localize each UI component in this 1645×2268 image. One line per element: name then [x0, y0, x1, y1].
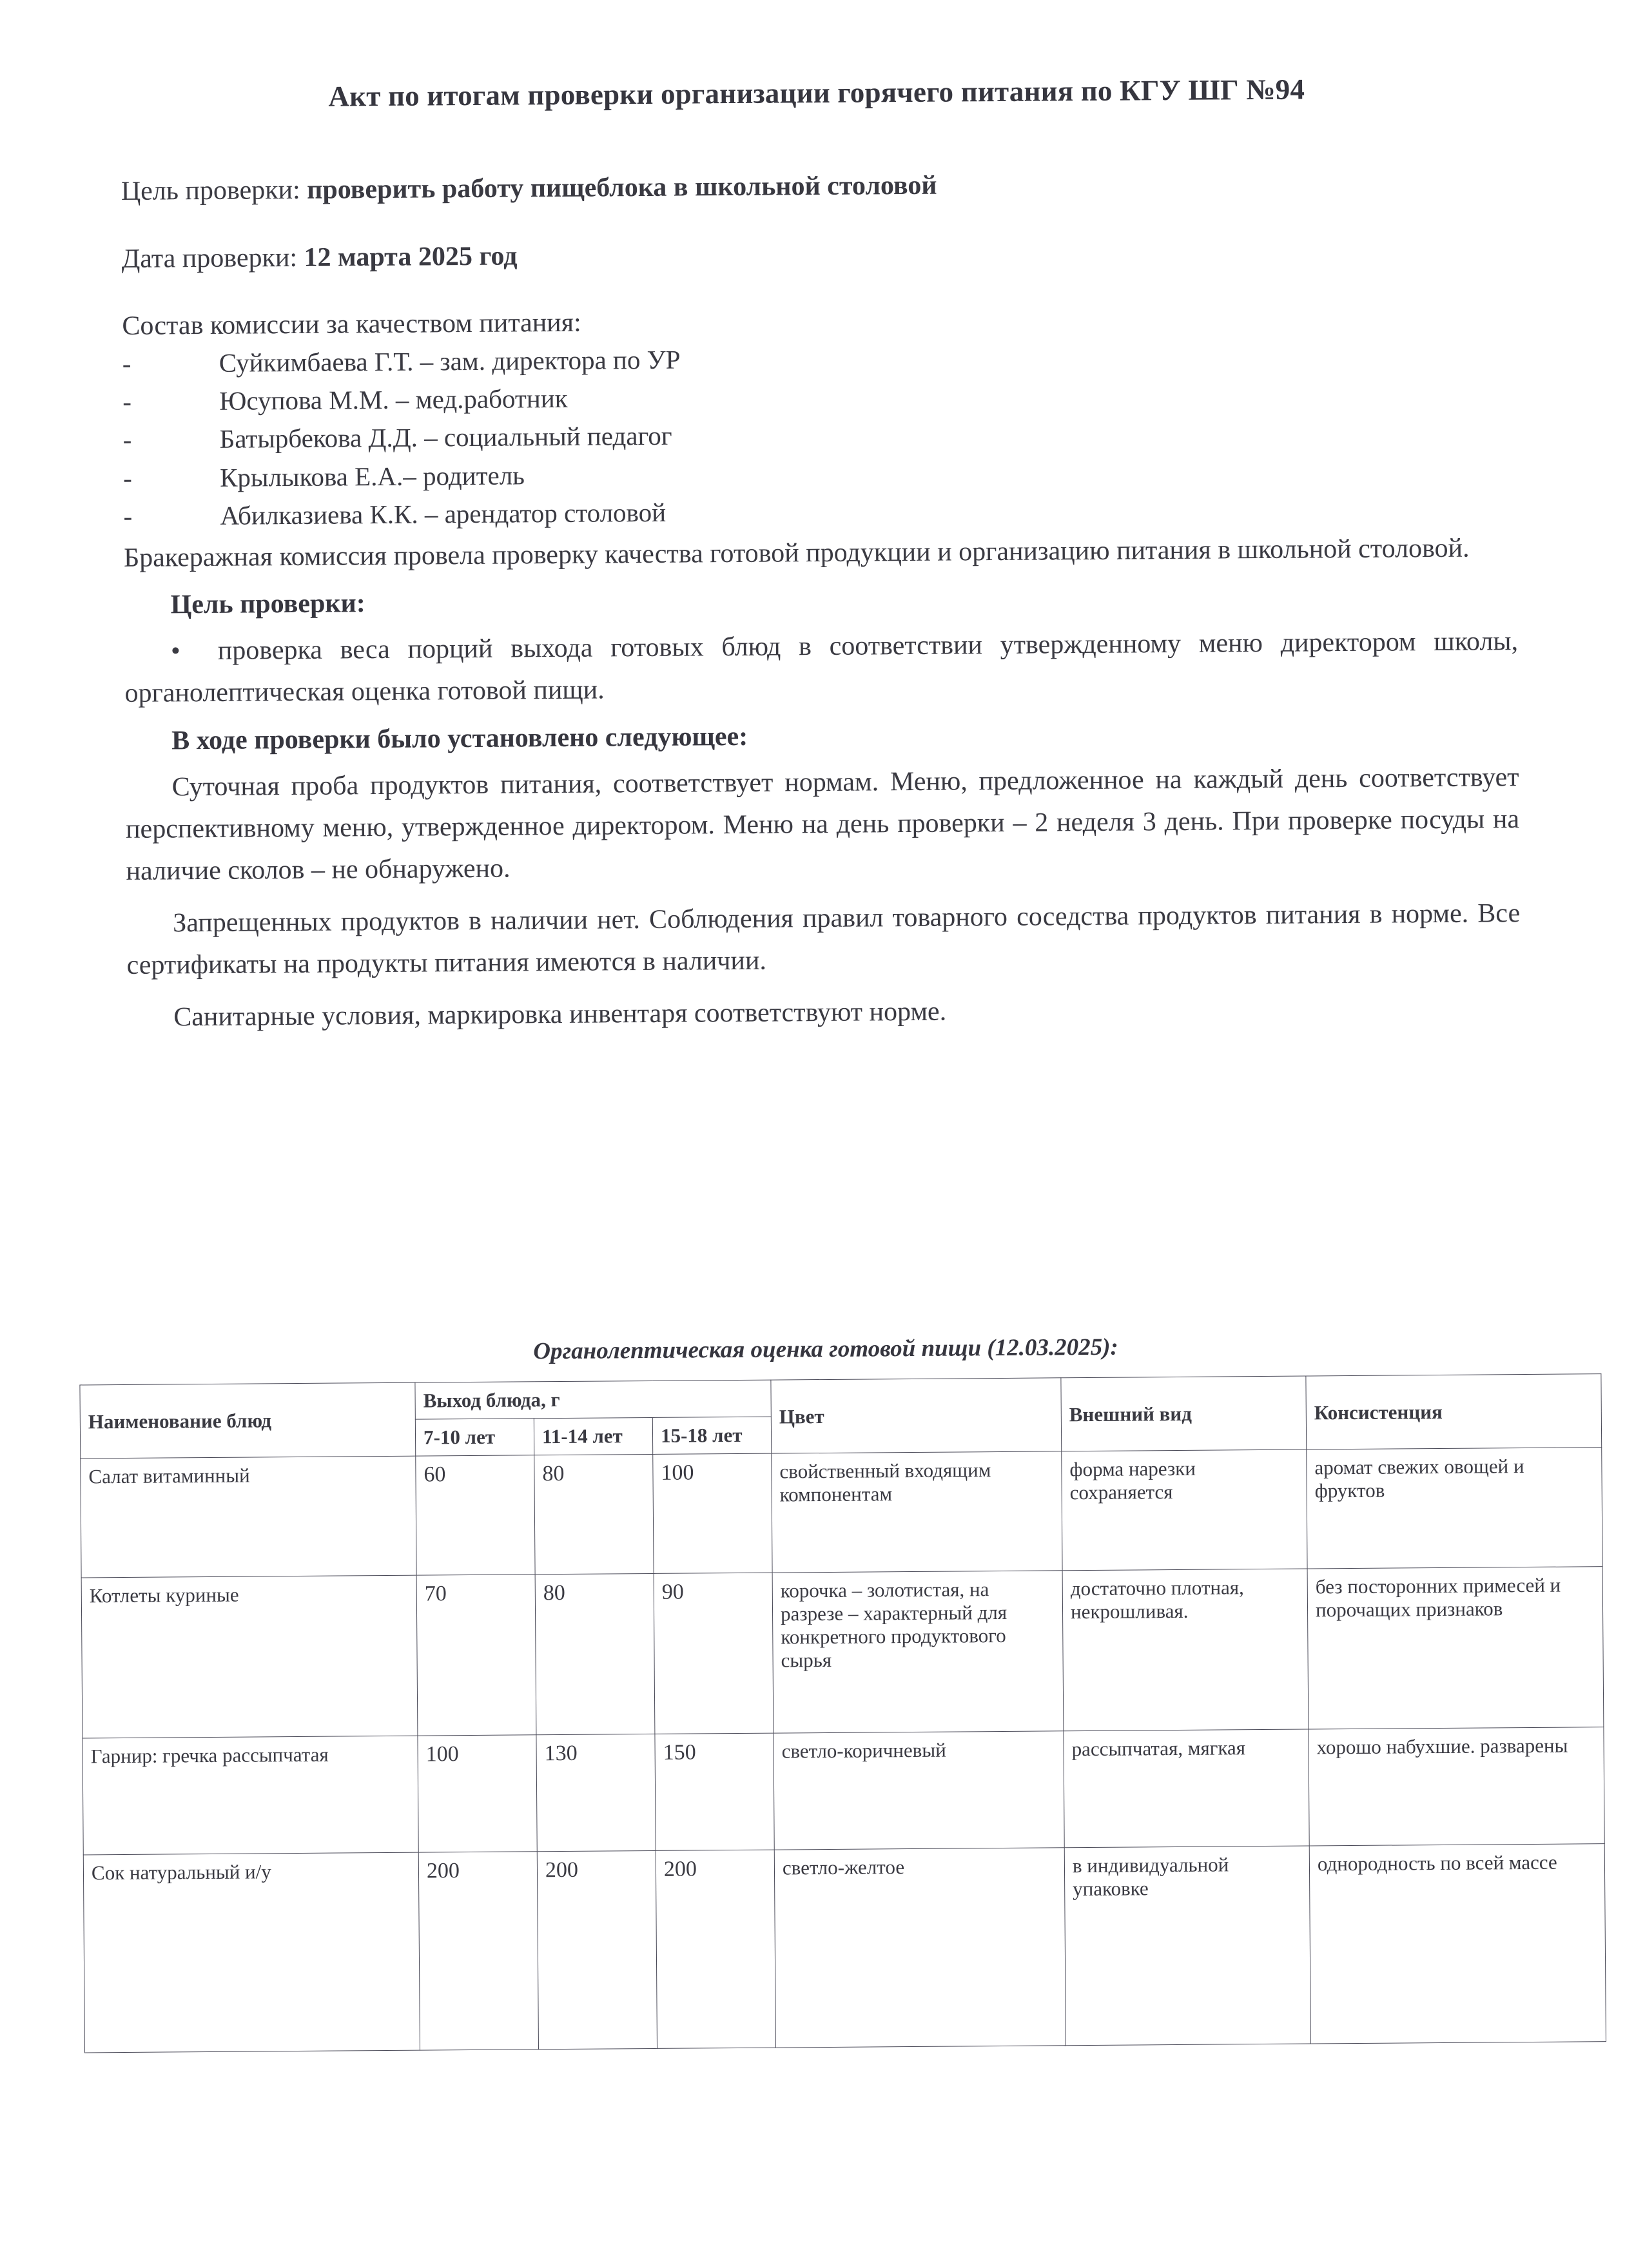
table-row	[81, 1448, 1602, 1578]
cell-dish-name: Котлеты куриные	[81, 1575, 418, 1738]
cell-consistency: хорошо набухшие. разварены	[1309, 1727, 1604, 1846]
cell-weight-15-18: 200	[656, 1850, 775, 2048]
cell-weight-11-14: 80	[535, 1573, 655, 1734]
dash-marker: -	[122, 348, 131, 378]
finding-paragraph: Запрещенных продуктов в наличии нет. Соблюдения правил товарного соседства продуктов питания в норме. Все сертификаты на продукты питания имеются в наличии.	[126, 898, 1521, 980]
commission-member: Юсупова М.М. – мед.работник	[219, 383, 568, 416]
page-title: Акт по итогам проверки организации горячего питания по КГУ ШГ №94	[328, 73, 1305, 113]
commission-member: Суйкимбаева Г.Т. – зам. директора по УР	[219, 344, 681, 378]
purpose-label: Цель проверки:	[121, 175, 300, 206]
cell-appearance: достаточно плотная, некрошливая.	[1062, 1569, 1309, 1731]
header-age-15-18: 15-18 лет	[652, 1417, 771, 1454]
purpose-value: проверить работу пищеблока в школьной столовой	[307, 170, 937, 205]
dash-marker: -	[122, 425, 132, 455]
cell-dish-name: Салат витаминный	[81, 1456, 416, 1578]
cell-color: корочка – золотистая, на разрезе – характерный для конкретного продуктового сырья	[772, 1571, 1064, 1733]
date-label: Дата проверки:	[121, 242, 298, 274]
purpose-line	[121, 164, 1515, 209]
bullet-marker: •	[170, 636, 180, 666]
commission-member: Батырбекова Д.Д. – социальный педагог	[219, 421, 672, 454]
finding-paragraph: Суточная проба продуктов питания, соответствует нормам. Меню, предложенное на каждый день соответствует перспективному меню, утвержденное директором. Меню на день проверки – 2 неделя 3 день. При проверке посуды на наличие сколов – не обнаружено.	[125, 762, 1520, 886]
table-header-row	[80, 1374, 1601, 1422]
header-dish-name: Наименование блюд	[80, 1382, 416, 1459]
cell-consistency: без посторонних примесей и порочащих признаков	[1307, 1567, 1604, 1729]
list-item	[122, 412, 1516, 457]
cell-color: свойственный входящим компонентам	[772, 1451, 1062, 1573]
purpose-heading: Цель проверки:	[170, 588, 365, 620]
dash-marker: -	[122, 386, 132, 417]
finding-paragraph: Санитарные условия, маркировка инвентаря соответствуют норме.	[173, 996, 947, 1032]
table-row	[83, 1844, 1606, 2053]
cell-color: светло-желтое	[774, 1848, 1066, 2048]
commission-member: Абилказиева К.К. – арендатор столовой	[220, 497, 667, 530]
table-row	[81, 1567, 1604, 1738]
list-item	[122, 336, 1516, 381]
cell-consistency: однородность по всей массе	[1309, 1844, 1606, 2044]
cell-weight-11-14: 130	[536, 1734, 656, 1851]
cell-weight-7-10: 100	[418, 1735, 537, 1852]
intro-paragraph: Бракеражная комиссия провела проверку качества готовой продукции и организацию питания в школьной столовой.	[123, 533, 1470, 574]
cell-weight-11-14: 200	[537, 1850, 657, 2049]
table-row	[83, 1727, 1604, 1855]
commission-label: Состав комиссии за качеством питания:	[122, 307, 581, 342]
purpose-bullet-line	[124, 621, 1519, 715]
header-consistency: Консистенция	[1306, 1374, 1602, 1449]
cell-weight-7-10: 70	[416, 1575, 536, 1736]
commission-list	[122, 336, 1517, 534]
cell-weight-15-18: 90	[654, 1573, 774, 1734]
cell-weight-11-14: 80	[534, 1454, 654, 1574]
purpose-bullet-text: проверка веса порций выхода готовых блюд в соответствии утвержденному меню директором школы, органолептическая оценка готовой пищи.	[124, 626, 1519, 709]
dash-marker: -	[123, 501, 133, 531]
header-age-11-14: 11-14 лет	[534, 1417, 652, 1455]
cell-appearance: рассыпчатая, мягкая	[1064, 1729, 1309, 1848]
cell-appearance: в индивидуальной упаковке	[1064, 1846, 1310, 2046]
cell-weight-7-10: 200	[418, 1852, 538, 2050]
header-appearance: Внешний вид	[1061, 1376, 1307, 1451]
dash-marker: -	[122, 463, 132, 493]
header-yield-group: Выход блюда, г	[415, 1380, 771, 1419]
commission-member: Крылыкова Е.А.– родитель	[219, 460, 525, 492]
header-color: Цвет	[771, 1378, 1062, 1453]
cell-consistency: аромат свежих овощей и фруктов	[1307, 1448, 1602, 1569]
date-value: 12 марта 2025 год	[304, 241, 518, 273]
list-item	[122, 374, 1516, 419]
cell-dish-name: Сок натуральный и/у	[83, 1852, 420, 2053]
header-age-7-10: 7-10 лет	[415, 1419, 534, 1456]
table-caption: Органолептическая оценка готовой пищи (12.03.2025):	[533, 1333, 1118, 1365]
cell-color: светло-коричневый	[774, 1731, 1064, 1850]
cell-dish-name: Гарнир: гречка рассыпчатая	[83, 1736, 418, 1855]
list-item	[123, 451, 1517, 496]
cell-weight-7-10: 60	[416, 1455, 535, 1575]
document-body	[121, 164, 1521, 1039]
list-item	[123, 489, 1517, 534]
cell-weight-15-18: 100	[653, 1453, 772, 1573]
findings-heading: В ходе проверки было установлено следующее:	[171, 721, 748, 755]
cell-weight-15-18: 150	[655, 1733, 774, 1850]
organoleptic-table	[79, 1373, 1606, 2053]
cell-appearance: форма нарезки сохраняется	[1062, 1449, 1307, 1571]
